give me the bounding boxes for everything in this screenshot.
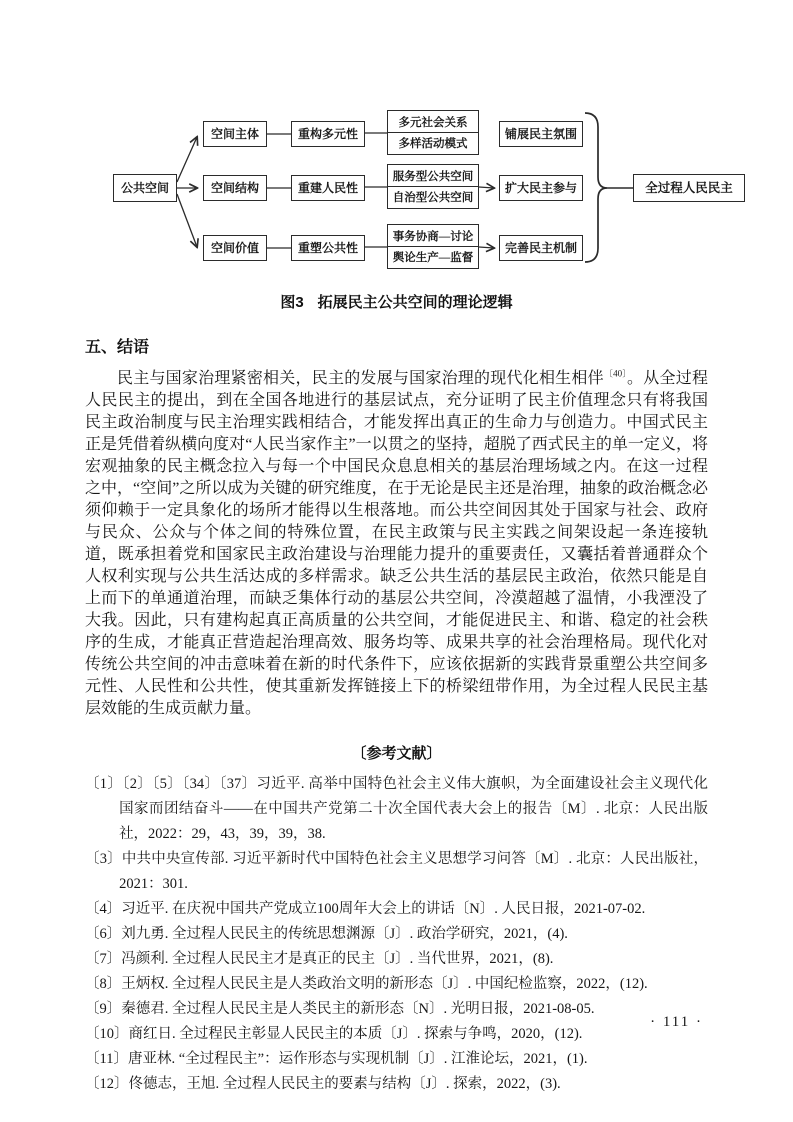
page-number: · 111 · <box>650 1014 703 1030</box>
node-opinion-production-supervision: 舆论生产—监督 <box>387 246 479 269</box>
node-autonomous-public-space: 自治型公共空间 <box>387 186 479 209</box>
figure-caption <box>85 291 708 312</box>
node-service-public-space: 服务型公共空间 <box>387 164 479 187</box>
conclusion-paragraph <box>85 368 708 720</box>
figure-caption-title: 拓展民主公共空间的理论逻辑 <box>317 294 513 311</box>
pair-consultation-supervision <box>387 224 479 269</box>
figure3-diagram <box>85 100 733 278</box>
reference-item: 〔8〕王炳权. 全过程人民民主是人类政治文明的新形态〔J〕. 中国纪检监察，2022，(12). <box>85 976 648 992</box>
citation-marker-40: 〔40〕 <box>603 368 628 379</box>
node-improve-democratic-mechanism: 完善民主机制 <box>499 235 583 261</box>
reference-item: 〔6〕刘九勇. 全过程人民民主的传统思想渊源〔J〕. 政治学研究，2021，(4). <box>85 926 568 942</box>
node-spread-democratic-atmosphere: 铺展民主氛围 <box>499 121 583 147</box>
node-reshape-publicness: 重塑公共性 <box>291 235 365 261</box>
node-rebuild-people-nature: 重建人民性 <box>291 175 365 201</box>
node-reconstruct-plurality: 重构多元性 <box>291 121 365 147</box>
figure-caption-label: 图3 <box>280 294 304 311</box>
node-expand-democratic-participation: 扩大民主参与 <box>499 175 583 201</box>
references-heading: 〔参考文献〕 <box>351 745 442 762</box>
reference-item: 〔1〕〔2〕〔5〕〔34〕〔37〕习近平. 高举中国特色社会主义伟大旗帜，为全面建设社会主义现代化国家而团结奋斗——在中国共产党第二十次全国代表大会上的报告〔M〕. 北京：人民出版社，2022：29，43，39，39，38. <box>85 776 708 842</box>
node-diverse-social-relations: 多元社会关系 <box>387 110 479 133</box>
node-public-space: 公共空间 <box>113 174 177 202</box>
node-diverse-activity-modes: 多样活动模式 <box>387 132 479 155</box>
reference-item: 〔11〕唐亚林. “全过程民主”：运作形态与实现机制〔J〕. 江淮论坛，2021，(1). <box>85 1051 588 1067</box>
pair-social-relations-modes <box>387 110 479 155</box>
node-space-value: 空间价值 <box>203 235 267 261</box>
reference-item: 〔4〕习近平. 在庆祝中国共产党成立100周年大会上的讲话〔N〕. 人民日报，2021-07-02. <box>85 901 646 917</box>
node-space-structure: 空间结构 <box>203 175 267 201</box>
reference-item: 〔10〕商红日. 全过程民主彰显人民民主的本质〔J〕. 探索与争鸣，2020，(12). <box>85 1026 583 1042</box>
paragraph-text-after-citation: 。从全过程人民民主的提出，到在全国各地进行的基层试点，充分证明了民主价值理念只有将我国民主政治制度与民主治理实践相结合，才能发挥出真正的生命力与创造力。中国式民主正是凭借着纵横向度对“人民当家作主”一以贯之的坚持，超脱了西式民主的单一定义，将宏观抽象的民主概念拉入与每一个中国民众息息相关的基层治理场域之内。在这一过程之中，“空间”之所以成为关键的研究维度，在于无论是民主还是治理，抽象的政治概念必须仰赖于一定具象化的场所才能得以生根落地。而公共空间因其处于国家与社会、政府与民众、公众与个体之间的特殊位置，在民主政策与民主实践之间架设起一条连接轨道，既承担着党和国家民主政治建设与治理能力提升的重要责任，又囊括着普通群众个人权利实现与公共生活达成的多样需求。缺乏公共生活的基层民主政治，依然只能是自上而下的单通道治理，而缺乏集体行动的基层公共空间，冷漠超越了温情，小我湮没了大我。因此，只有建构起真正高质量的公共空间，才能促进民主、和谐、稳定的社会秩序的生成，才能真正营造起治理高效、服务均等、成果共享的社会治理格局。现代化对传统公共空间的冲击意味着在新的时代条件下，应该依据新的实践背景重塑公共空间多元性、人民性和公共性，使其重新发挥链接上下的桥梁纽带作用，为全过程人民民主基层效能的生成贡献力量。 <box>85 370 708 717</box>
node-whole-process-people-democracy: 全过程人民民主 <box>633 174 745 202</box>
reference-item: 〔9〕秦德君. 全过程人民民主是人类民主的新形态〔N〕. 光明日报，2021-08-05. <box>85 1001 595 1017</box>
node-space-subject: 空间主体 <box>203 121 267 147</box>
node-affairs-consultation-discussion: 事务协商—讨论 <box>387 224 479 247</box>
paragraph-text-before-citation: 民主与国家治理紧密相关，民主的发展与国家治理的现代化相生相伴 <box>117 370 604 387</box>
page-content <box>85 0 733 1097</box>
pair-public-space-types <box>387 164 479 209</box>
reference-item: 〔12〕佟德志，王旭. 全过程人民民主的要素与结构〔J〕. 探索，2022，(3). <box>85 1076 561 1092</box>
reference-item: 〔3〕中共中央宣传部. 习近平新时代中国特色社会主义思想学习问答〔M〕. 北京：人民出版社，2021：301. <box>85 851 708 892</box>
section-heading-conclusion: 五、结语 <box>85 339 150 356</box>
reference-item: 〔7〕冯颜利. 全过程人民民主才是真正的民主〔J〕. 当代世界，2021，(8). <box>85 951 554 967</box>
references-list <box>85 772 708 1097</box>
